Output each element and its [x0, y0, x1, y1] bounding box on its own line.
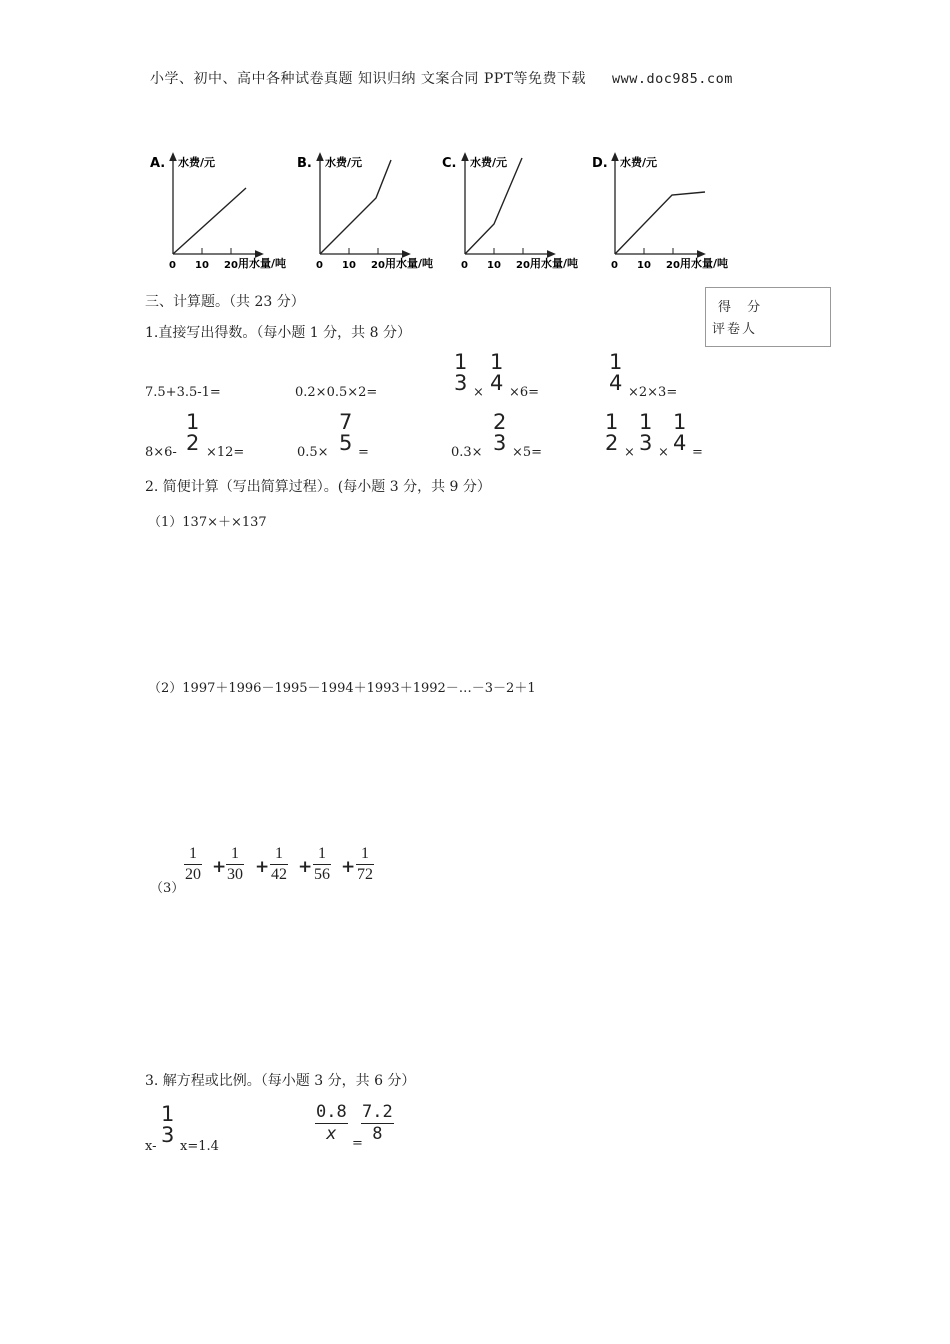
q3-title: 3. 解方程或比例。（每小题 3 分，共 6 分） — [145, 1073, 416, 1089]
score-label: 得 分 — [718, 300, 767, 315]
q2-problem-2: （2）1997＋1996－1995－1994＋1993＋1992－…－3－2＋1 — [148, 681, 536, 696]
graph-d-label: D. — [592, 156, 608, 171]
q2-p3-op-4: + — [341, 857, 356, 877]
graph-a-tick-20: 20 — [224, 260, 238, 271]
graph-d-ylabel: 水费/元 — [620, 156, 658, 169]
q1-item-5-frac: 1 2 — [186, 410, 200, 455]
q2-p3-op-1: + — [212, 857, 227, 877]
q1-item-5-tail: ×12= — [206, 445, 245, 460]
q1-item-8-op-1: × — [624, 445, 635, 460]
q1-item-8-frac-1: 1 2 — [605, 410, 619, 455]
q1-item-8-frac-3: 1 4 — [673, 410, 687, 455]
graph-b-label: B. — [297, 156, 312, 171]
graph-d-tick-0: 0 — [611, 260, 618, 271]
q1-item-4-frac: 1 4 — [609, 350, 623, 395]
q1-item-7-frac: 2 3 — [493, 410, 507, 455]
q2-p3-frac-5: 1 72 — [357, 845, 373, 883]
q1-item-3-frac-2: 1 4 — [490, 350, 504, 395]
graph-b-xlabel: 用水量/吨 — [385, 257, 434, 270]
q1-item-6-frac: 7 5 — [339, 410, 353, 455]
graph-c-tick-0: 0 — [461, 260, 468, 271]
page-header — [150, 68, 733, 88]
graph-b-tick-0: 0 — [316, 260, 323, 271]
q1-item-7-tail: ×5= — [512, 445, 543, 460]
graph-d-tick-10: 10 — [637, 260, 651, 271]
q3-eq1-frac: 1 3 — [161, 1102, 175, 1147]
graph-d — [592, 155, 728, 271]
q1-item-6-tail: = — [358, 445, 369, 460]
q1-item-6-head: 0.5× — [297, 445, 329, 460]
graph-d-tick-20: 20 — [666, 260, 680, 271]
water-fee-graphs — [140, 148, 760, 278]
q1-item-1: 7.5+3.5-1= — [145, 385, 221, 400]
graph-b-line — [320, 160, 391, 254]
graph-a — [150, 155, 286, 271]
q2-problem-1: （1）137×＋×137 — [148, 515, 267, 530]
graph-c — [442, 155, 578, 271]
q1-item-3-op: × — [473, 385, 484, 400]
q1-item-7-head: 0.3× — [451, 445, 483, 460]
header-site: www.doc985.com — [612, 71, 733, 87]
q2-p3-frac-1: 1 20 — [185, 845, 201, 883]
graph-a-label: A. — [150, 156, 166, 171]
graph-a-line — [173, 188, 246, 254]
q1-item-2: 0.2×0.5×2= — [295, 385, 378, 400]
q1-item-5-head: 8×6- — [145, 445, 177, 460]
q1-item-8-tail: = — [692, 445, 703, 460]
q2-problem-3-label: （3） — [150, 881, 185, 896]
q1-item-3-tail: ×6= — [509, 385, 540, 400]
graph-b — [297, 155, 433, 271]
graph-c-tick-10: 10 — [487, 260, 501, 271]
q3-eq1-head: x- — [145, 1139, 157, 1154]
q2-p3-op-3: + — [298, 857, 313, 877]
graph-a-tick-0: 0 — [169, 260, 176, 271]
q3-eq2-equals: = — [352, 1136, 363, 1151]
q2-p3-frac-3: 1 42 — [271, 845, 287, 883]
graph-c-tick-20: 20 — [516, 260, 530, 271]
q1-item-4-tail: ×2×3= — [628, 385, 678, 400]
q1-title: 1.直接写出得数。（每小题 1 分，共 8 分） — [145, 325, 411, 341]
graph-a-tick-10: 10 — [195, 260, 209, 271]
graph-b-tick-10: 10 — [342, 260, 356, 271]
graph-d-xlabel: 用水量/吨 — [680, 257, 729, 270]
score-box — [705, 287, 831, 347]
graph-d-line — [615, 192, 705, 254]
q3-eq1-tail: x=1.4 — [180, 1139, 219, 1154]
q1-item-8-op-2: × — [658, 445, 669, 460]
q2-title: 2. 简便计算（写出简算过程）。(每小题 3 分，共 9 分） — [145, 479, 491, 495]
graph-c-line — [465, 158, 522, 254]
q1-item-3-frac-1: 1 3 — [454, 350, 468, 395]
graph-a-xlabel: 用水量/吨 — [238, 257, 287, 270]
q2-p3-frac-2: 1 30 — [227, 845, 243, 883]
graph-b-ylabel: 水费/元 — [325, 156, 363, 169]
q2-p3-frac-4: 1 56 — [314, 845, 330, 883]
graph-c-xlabel: 用水量/吨 — [530, 257, 579, 270]
graph-c-label: C. — [442, 156, 457, 171]
graph-b-tick-20: 20 — [371, 260, 385, 271]
q1-item-8-frac-2: 1 3 — [639, 410, 653, 455]
q2-p3-op-2: + — [255, 857, 270, 877]
section3-title: 三、计算题。（共 23 分） — [145, 294, 305, 310]
graph-c-ylabel: 水费/元 — [470, 156, 508, 169]
header-title: 小学、初中、高中各种试卷真题 知识归纳 文案合同 PPT等免费下载 — [150, 71, 587, 87]
q3-eq2-frac-1: 0.8 x — [316, 1102, 347, 1144]
graph-a-ylabel: 水费/元 — [178, 156, 216, 169]
q3-eq2-frac-2: 7.2 8 — [362, 1102, 393, 1144]
grader-label: 评卷人 — [712, 322, 758, 337]
